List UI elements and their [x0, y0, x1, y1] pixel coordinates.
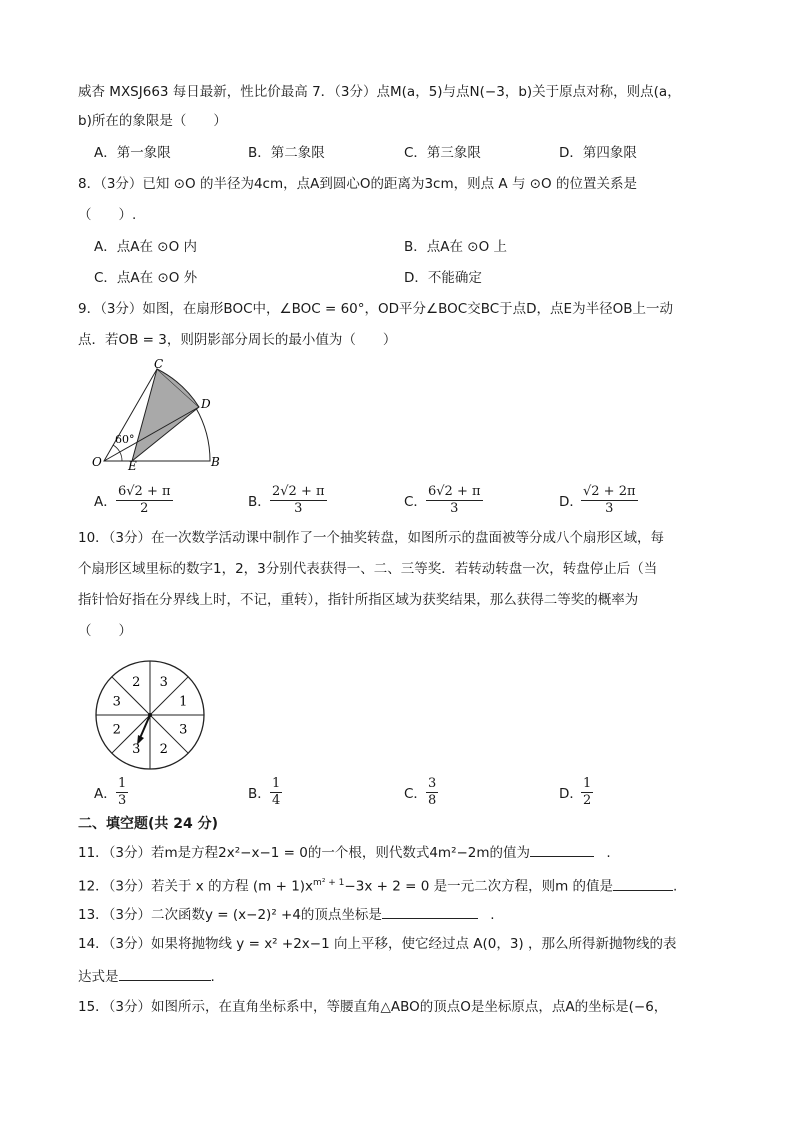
spinner-wheel	[94, 659, 206, 771]
q10-option-c-label[interactable]: C．	[404, 786, 427, 802]
q14-text: 达式是	[78, 969, 119, 985]
q8-option-c[interactable]: C．点A在 ⊙O 外	[94, 270, 198, 286]
pointer-arrow	[137, 735, 144, 745]
q10-line1: 10．（3分）在一次数学活动课中制作了一个抽奖转盘，如图所示的盘面被等分成八个扇形区域，每	[78, 530, 665, 546]
q10-option-d-frac[interactable]: $\frac{1}{2}$	[583, 776, 592, 808]
q14-answer-blank[interactable]	[119, 966, 211, 981]
q7-line2: b)所在的象限是（ ）	[78, 113, 227, 129]
q8-option-d[interactable]: D．不能确定	[404, 270, 482, 286]
q7-line1: 威杏 MXSJ663 每日最新，性比价最高 7．（3分）点M(a，5)与点N(−3，b)关于原点对称，则点(a，	[78, 84, 681, 100]
q10-option-d-label[interactable]: D．	[559, 786, 583, 802]
wheel-sector-number: 1	[179, 694, 188, 710]
q9-option-c-frac[interactable]: $\frac{6√2 + \pi}{3}$	[428, 484, 481, 516]
wheel-sector-number: 2	[112, 722, 121, 738]
q9-option-c-label[interactable]: C．	[404, 494, 427, 510]
q10-option-b-label[interactable]: B．	[248, 786, 271, 802]
point-o-label: O	[92, 455, 102, 469]
wheel-sector-number: 3	[112, 694, 121, 710]
q11-line	[78, 842, 722, 863]
q9-line2: 点．若OB = 3，则阴影部分周长的最小值为（ ）	[78, 332, 397, 348]
q8-option-b[interactable]: B．点A在 ⊙O 上	[404, 239, 508, 255]
q7-option-c[interactable]: C．第三象限	[404, 145, 481, 161]
q12-text2: −3x + 2 = 0 是一元二次方程，则m 的值是	[344, 878, 614, 895]
q10-option-c-frac[interactable]: $\frac{3}{8}$	[428, 776, 437, 808]
q10-option-a-frac[interactable]: $\frac{1}{3}$	[118, 776, 127, 808]
point-b-label: B	[211, 455, 220, 469]
q14-end: .	[210, 969, 215, 985]
q13-end: .	[490, 907, 495, 923]
angle-label: 60°	[115, 433, 135, 446]
q12-line	[78, 873, 722, 897]
q13-answer-blank[interactable]	[382, 904, 478, 919]
q12-answer-blank[interactable]	[613, 876, 673, 891]
point-c-label: C	[154, 358, 164, 371]
q10-line2: 个扇形区域里标的数字1，2，3分别代表获得一、二、三等奖．若转动转盘一次，转盘停止后（当	[78, 561, 658, 577]
section-heading: 二、填空题(共 24 分)	[78, 816, 219, 832]
q9-option-b-label[interactable]: B．	[248, 494, 271, 510]
wheel-sector-number: 2	[132, 675, 141, 691]
shaded-region	[132, 369, 199, 461]
q11-answer-blank[interactable]	[530, 842, 594, 857]
point-d-label: D	[201, 397, 211, 411]
q9-option-a-frac[interactable]: $\frac{6√2 + \pi}{2}$	[118, 484, 171, 516]
wheel-sector-number: 3	[159, 675, 168, 691]
q12-end: .	[673, 878, 678, 895]
q10-line4: （ ）	[78, 623, 132, 639]
q9-option-a-label[interactable]: A．	[94, 494, 117, 510]
wheel-sector-number: 3	[179, 722, 188, 738]
q14-line1: 14．（3分）如果将抛物线 y = x² +2x−1 向上平移，使它经过点 A(0，3) ，那么所得新抛物线的表	[78, 936, 677, 952]
q7-option-d[interactable]: D．第四象限	[559, 145, 637, 161]
q13-line	[78, 904, 722, 925]
q8-line2: （ ）.	[78, 207, 137, 223]
q9-option-d-label[interactable]: D．	[559, 494, 583, 510]
q13-text: 13．（3分）二次函数y = (x−2)² +4的顶点坐标是	[78, 907, 382, 923]
point-e-label: E	[128, 459, 137, 470]
q15-line1: 15．（3分）如图所示，在直角坐标系中，等腰直角△ABO的顶点O是坐标原点，点A的坐标是(−6，	[78, 999, 668, 1015]
q11-text: 11．（3分）若m是方程2x²−x−1 = 0的一个根，则代数式4m²−2m的值为	[78, 845, 531, 861]
q10-option-a-label[interactable]: A．	[94, 786, 117, 802]
wheel-sector-number: 2	[159, 741, 168, 757]
q10-line3: 指针恰好指在分界线上时，不记，重转），指针所指区域为获奖结果，那么获得二等奖的概率为	[78, 592, 639, 608]
sector-figure	[88, 358, 228, 470]
q14-line2	[78, 966, 722, 987]
q10-option-b-frac[interactable]: $\frac{1}{4}$	[272, 776, 281, 808]
q12-exponent: m² + 1	[313, 878, 345, 888]
q12-text: 12．（3分）若关于 x 的方程 (m + 1)x	[78, 878, 314, 895]
q8-line1: 8．（3分）已知 ⊙O 的半径为4cm，点A到圆心O的距离为3cm，则点 A 与 ⊙O 的位置关系是	[78, 176, 637, 192]
q8-option-a[interactable]: A．点A在 ⊙O 内	[94, 239, 197, 255]
q9-option-b-frac[interactable]: $\frac{2√2 + \pi}{3}$	[272, 484, 325, 516]
q7-option-b[interactable]: B．第二象限	[248, 145, 325, 161]
q11-end: .	[606, 845, 611, 861]
q9-option-d-frac[interactable]: $\frac{√2 + 2\pi}{3}$	[583, 484, 636, 516]
q9-line1: 9．（3分）如图，在扇形BOC中，∠BOC = 60°，OD平分∠BOC交BC于点D，点E为半径OB上一动	[78, 301, 673, 317]
q7-option-a[interactable]: A．第一象限	[94, 145, 171, 161]
wheel-sector-number: 3	[132, 741, 141, 757]
